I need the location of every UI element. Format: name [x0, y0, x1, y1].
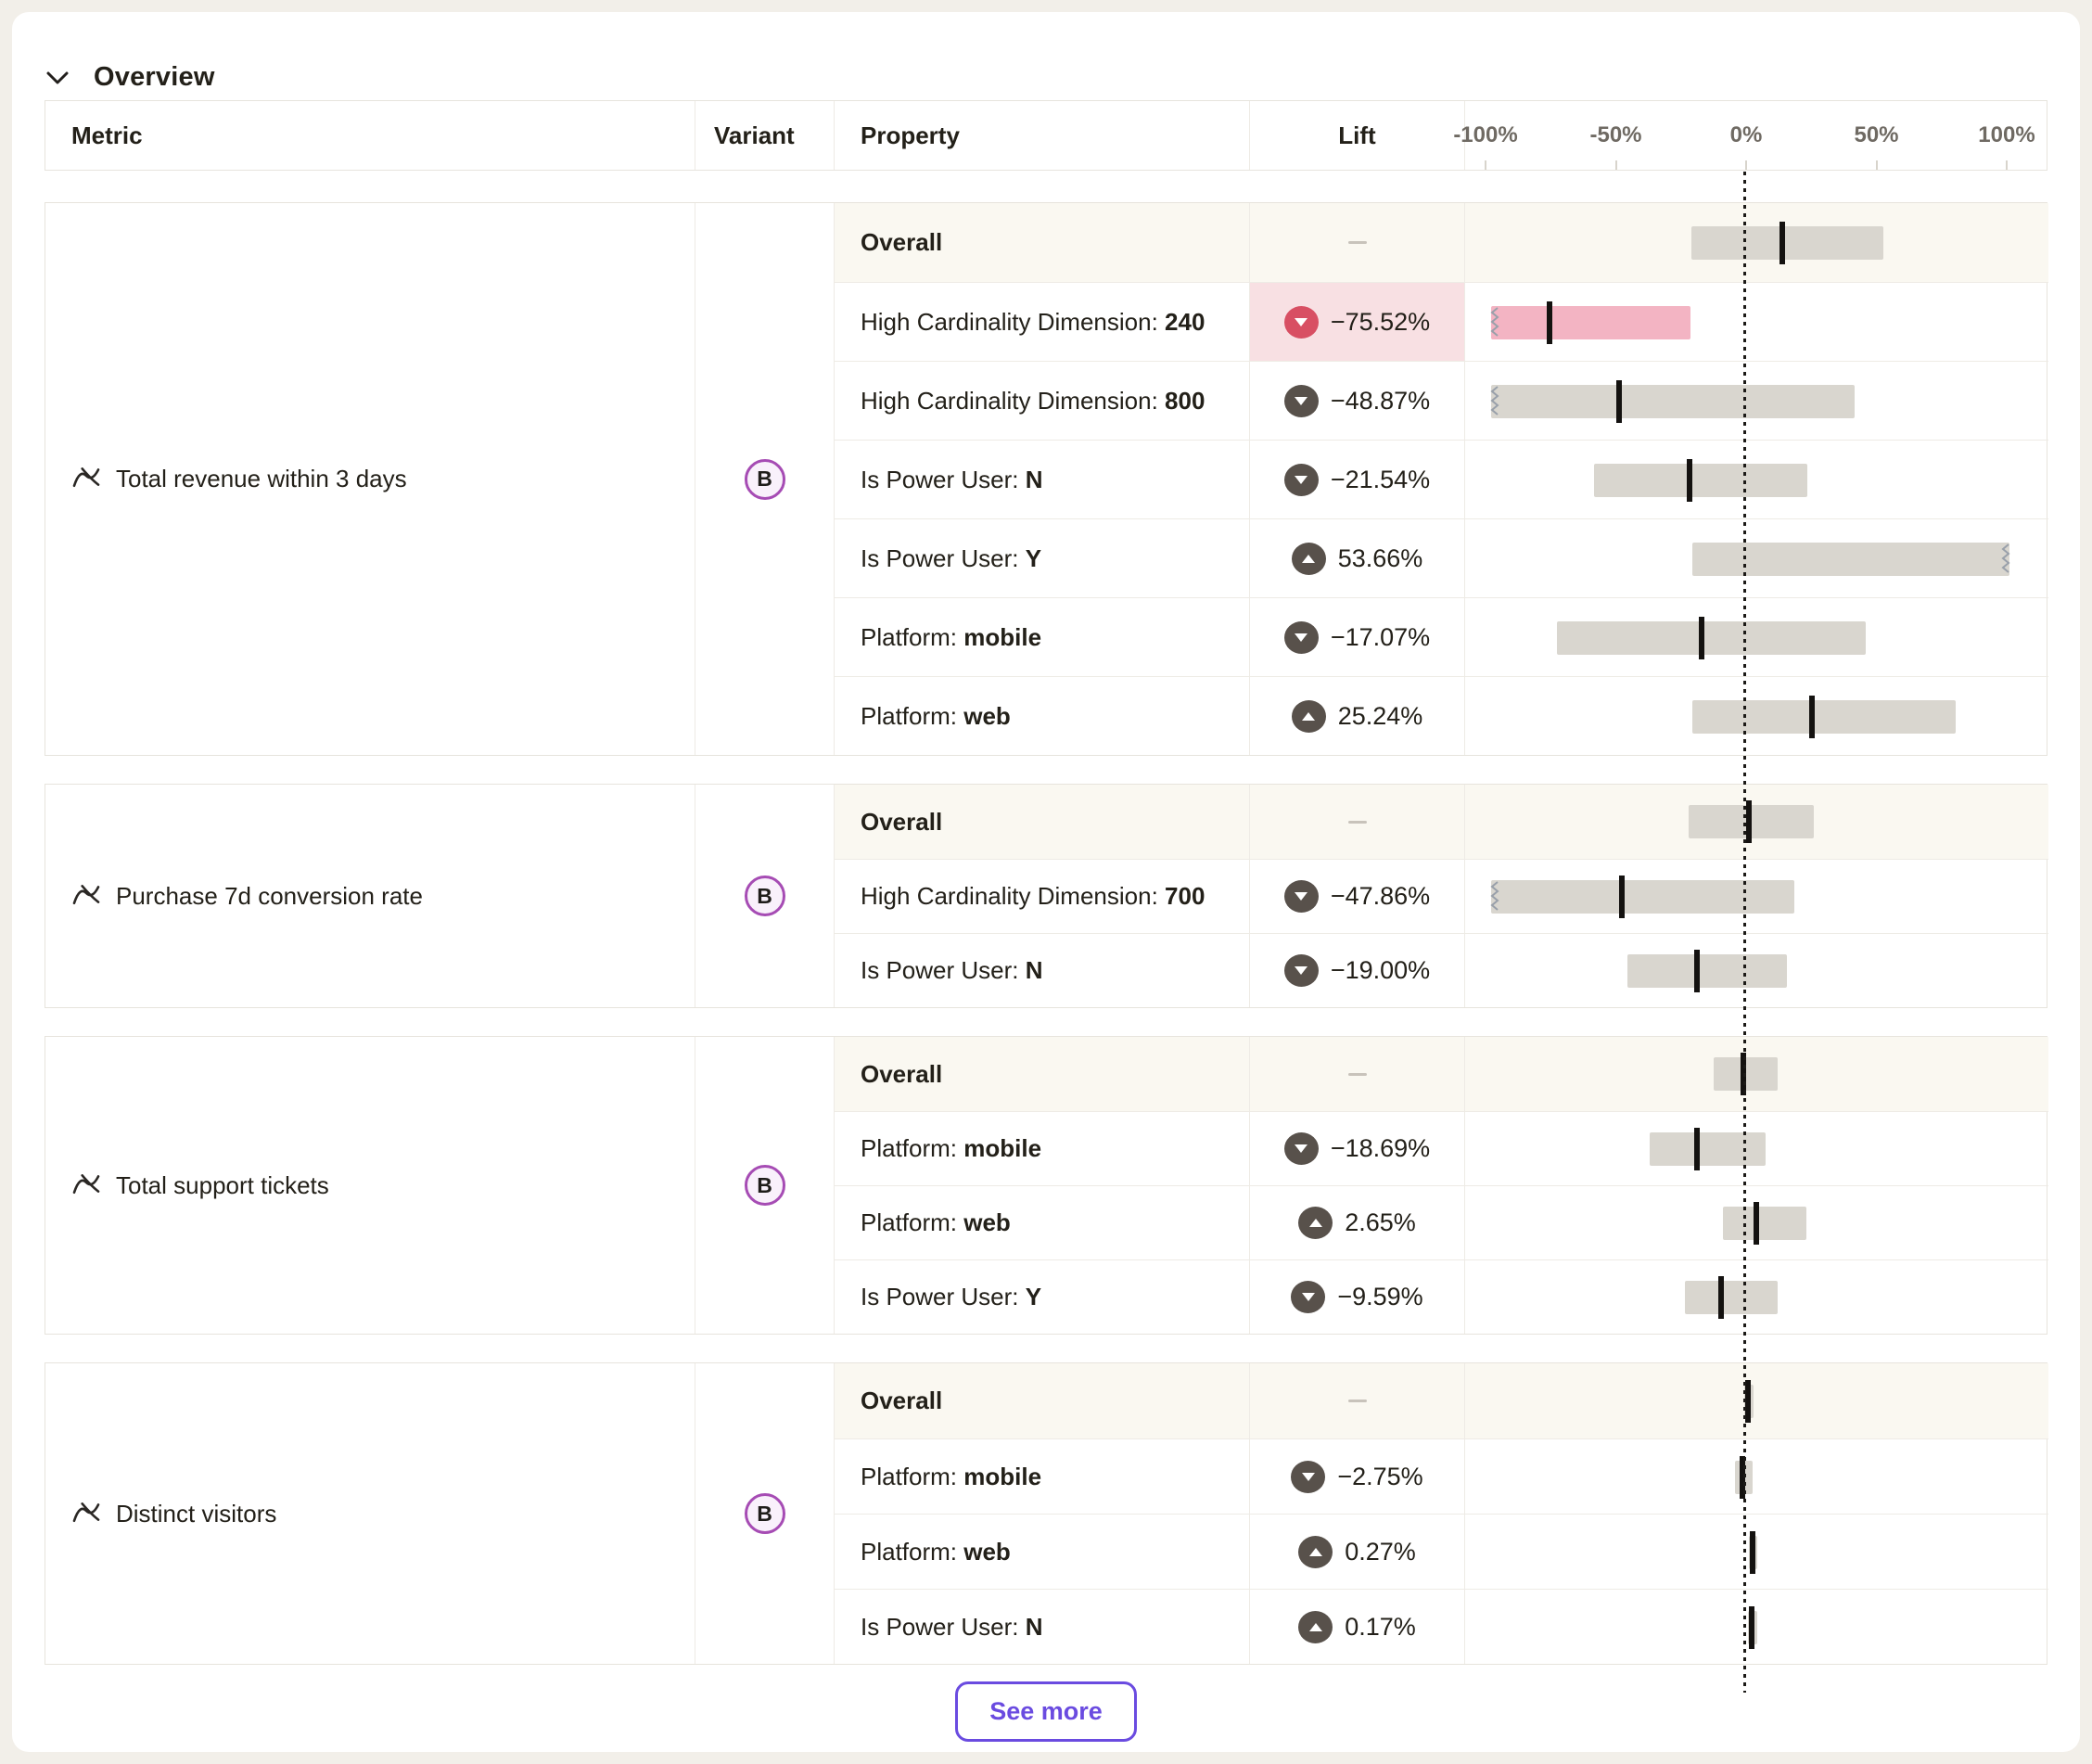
point-estimate-tick: [1687, 459, 1692, 502]
triangle-down-icon: [1295, 1144, 1308, 1153]
lift-direction-badge: [1291, 1281, 1325, 1313]
column-header-property: Property: [834, 101, 1249, 170]
property-label: Is Power User:: [861, 465, 1026, 493]
lift-cell: [1249, 1589, 1464, 1664]
property-value: web: [963, 1537, 1011, 1566]
property-cell: [834, 785, 1249, 859]
metric-group: [45, 1362, 2047, 1665]
property-label: Platform:: [861, 622, 964, 651]
point-estimate-tick: [1750, 1531, 1755, 1574]
property-label: Platform:: [861, 1537, 964, 1566]
point-estimate-tick: [1694, 950, 1700, 992]
lift-direction-badge: [1284, 306, 1319, 339]
property-cell: [834, 933, 1249, 1007]
clipped-edge-mark: [1489, 880, 1500, 918]
metric-cell: [45, 1363, 695, 1664]
chart-cell: [1464, 282, 2048, 361]
axis-tick: [1615, 160, 1617, 170]
point-estimate-tick: [1749, 1606, 1754, 1649]
property-value: mobile: [963, 1134, 1042, 1162]
property-value: N: [1025, 465, 1043, 493]
confidence-interval-bar: [1692, 543, 2009, 576]
triangle-up-icon: [1309, 1548, 1322, 1556]
chart-cell: [1464, 361, 2048, 440]
no-lift-dash: [1348, 1400, 1367, 1402]
lift-value: −75.52%: [1330, 307, 1431, 336]
triangle-down-icon: [1295, 318, 1308, 326]
property-value: Overall: [861, 1387, 943, 1414]
variant-cell: [695, 1363, 834, 1664]
confidence-interval-bar: [1627, 954, 1786, 988]
metric-line-chart-icon: [71, 1500, 101, 1528]
property-value: N: [1025, 1612, 1043, 1641]
metric-name: Distinct visitors: [116, 1499, 277, 1528]
axis-label: -100%: [1453, 122, 1518, 147]
lift-cell: [1249, 518, 1464, 597]
lift-value: 0.27%: [1345, 1537, 1416, 1566]
confidence-interval-bar: [1557, 621, 1866, 655]
lift-cell: [1249, 1037, 1464, 1111]
property-value: web: [963, 1208, 1011, 1236]
metric-group: [45, 784, 2047, 1008]
lift-value: −48.87%: [1330, 386, 1431, 415]
variant-cell: [695, 1037, 834, 1334]
triangle-up-icon: [1302, 555, 1315, 563]
triangle-down-icon: [1302, 1293, 1315, 1301]
see-more-container: [12, 1681, 2080, 1742]
lift-cell: [1249, 1514, 1464, 1589]
confidence-interval-bar: [1723, 1207, 1806, 1240]
property-value: Overall: [861, 228, 943, 256]
metric-line-chart-icon: [71, 882, 101, 911]
triangle-down-icon: [1295, 633, 1308, 642]
property-cell: [834, 440, 1249, 518]
property-cell: [834, 859, 1249, 933]
clipped-edge-mark: [2000, 543, 2011, 581]
property-value: N: [1025, 956, 1043, 984]
property-value: 700: [1165, 882, 1205, 910]
property-cell: [834, 282, 1249, 361]
lift-axis-header: [1453, 101, 2048, 170]
lift-value: −9.59%: [1337, 1283, 1423, 1310]
confidence-interval-bar: [1491, 880, 1794, 914]
lift-direction-badge: [1292, 543, 1326, 575]
property-cell: [834, 1514, 1249, 1589]
chart-cell: [1464, 1037, 2048, 1111]
metric-cell: [45, 1037, 695, 1334]
lift-direction-badge: [1292, 700, 1326, 733]
property-cell: [834, 1363, 1249, 1438]
lift-value: −17.07%: [1330, 622, 1431, 651]
property-label: High Cardinality Dimension:: [861, 386, 1166, 415]
axis-label: -50%: [1589, 122, 1642, 147]
property-label: Platform:: [861, 1134, 964, 1162]
variant-cell: [695, 785, 834, 1007]
no-lift-dash: [1348, 241, 1367, 244]
lift-direction-badge: [1298, 1207, 1333, 1239]
lift-value: −47.86%: [1330, 882, 1431, 910]
see-more-button[interactable]: See more: [955, 1681, 1137, 1742]
chart-cell: [1464, 1514, 2048, 1589]
confidence-interval-bar: [1491, 306, 1690, 339]
property-cell: [834, 361, 1249, 440]
lift-value: 53.66%: [1337, 543, 1423, 572]
property-value: web: [963, 701, 1011, 730]
property-label: Is Power User:: [861, 956, 1026, 984]
lift-value: −18.69%: [1330, 1134, 1431, 1162]
variant-cell: [695, 203, 834, 755]
table-header-row: [45, 100, 2047, 171]
lift-direction-badge: [1284, 1132, 1319, 1165]
metric-name: Total support tickets: [116, 1170, 329, 1199]
property-value: mobile: [963, 1462, 1042, 1490]
property-label: Is Power User:: [861, 543, 1026, 572]
lift-cell: [1249, 933, 1464, 1007]
property-label: Platform:: [861, 1208, 964, 1236]
metric-group: [45, 1036, 2047, 1335]
column-header-variant: Variant: [695, 101, 834, 170]
chart-cell: [1464, 1589, 2048, 1664]
point-estimate-tick: [1779, 222, 1785, 264]
chart-cell: [1464, 1259, 2048, 1334]
metric-cell: [45, 203, 695, 755]
point-estimate-tick: [1699, 617, 1704, 659]
lift-direction-badge: [1284, 385, 1319, 417]
triangle-up-icon: [1309, 1623, 1322, 1631]
confidence-interval-bar: [1594, 464, 1807, 497]
variant-badge: B: [745, 1165, 785, 1206]
property-cell: [834, 1259, 1249, 1334]
overview-header: [45, 62, 215, 93]
axis-tick: [2006, 160, 2008, 170]
lift-direction-badge: [1291, 1461, 1325, 1493]
chart-cell: [1464, 859, 2048, 933]
confidence-interval-bar: [1650, 1132, 1766, 1166]
chart-cell: [1464, 203, 2048, 282]
lift-cell: [1249, 1363, 1464, 1438]
axis-tick: [1745, 160, 1747, 170]
axis-tick: [1485, 160, 1486, 170]
triangle-down-icon: [1295, 892, 1308, 901]
point-estimate-tick: [1694, 1128, 1700, 1170]
lift-value: −2.75%: [1337, 1462, 1423, 1490]
metric-groups: [45, 202, 2047, 1693]
lift-cell: [1249, 1111, 1464, 1185]
point-estimate-tick: [1754, 1202, 1759, 1245]
lift-value: 25.24%: [1337, 701, 1423, 730]
chart-cell: [1464, 1185, 2048, 1259]
lift-direction-badge: [1284, 880, 1319, 913]
lift-direction-badge: [1284, 954, 1319, 987]
triangle-up-icon: [1309, 1219, 1322, 1227]
lift-direction-badge: [1298, 1536, 1333, 1568]
column-header-lift: Lift: [1249, 101, 1464, 170]
chart-cell: [1464, 676, 2048, 755]
no-lift-dash: [1348, 1073, 1367, 1076]
metric-cell: [45, 785, 695, 1007]
property-cell: [834, 597, 1249, 676]
confidence-interval-bar: [1691, 226, 1883, 260]
variant-badge: B: [745, 459, 785, 500]
no-lift-dash: [1348, 821, 1367, 824]
property-cell: [834, 1438, 1249, 1514]
property-cell: [834, 1111, 1249, 1185]
lift-direction-badge: [1298, 1611, 1333, 1643]
lift-value: −21.54%: [1330, 465, 1431, 493]
chart-cell: [1464, 1438, 2048, 1514]
property-label: Platform:: [861, 701, 964, 730]
confidence-interval-bar: [1491, 385, 1855, 418]
lift-cell: [1249, 785, 1464, 859]
axis-label: 100%: [1978, 122, 2035, 147]
variant-badge: B: [745, 1493, 785, 1534]
chart-cell: [1464, 1111, 2048, 1185]
lift-direction-badge: [1284, 621, 1319, 654]
triangle-up-icon: [1302, 712, 1315, 721]
metric-line-chart-icon: [71, 1171, 101, 1200]
point-estimate-tick: [1809, 696, 1815, 738]
chart-cell: [1464, 440, 2048, 518]
property-cell: [834, 1037, 1249, 1111]
axis-tick: [1876, 160, 1878, 170]
collapse-chevron-icon[interactable]: [45, 70, 70, 85]
lift-cell: [1249, 282, 1464, 361]
property-value: Overall: [861, 1059, 943, 1088]
property-value: 240: [1165, 307, 1205, 336]
property-label: High Cardinality Dimension:: [861, 307, 1166, 336]
clipped-edge-mark: [1489, 385, 1500, 423]
zero-percent-gridline: [1743, 172, 1746, 1693]
lift-cell: [1249, 440, 1464, 518]
property-label: High Cardinality Dimension:: [861, 882, 1166, 910]
triangle-down-icon: [1295, 476, 1308, 484]
chart-cell: [1464, 785, 2048, 859]
point-estimate-tick: [1547, 301, 1552, 344]
column-header-metric: Metric: [71, 121, 143, 149]
property-cell: [834, 1185, 1249, 1259]
chart-cell: [1464, 933, 2048, 1007]
triangle-down-icon: [1302, 1473, 1315, 1481]
point-estimate-tick: [1746, 800, 1752, 843]
property-label: Platform:: [861, 1462, 964, 1490]
lift-cell: [1249, 203, 1464, 282]
property-cell: [834, 1589, 1249, 1664]
clipped-edge-mark: [1489, 306, 1500, 344]
lift-cell: [1249, 859, 1464, 933]
lift-value: 2.65%: [1345, 1208, 1416, 1236]
metric-group: [45, 202, 2047, 756]
point-estimate-tick: [1616, 380, 1622, 423]
metric-name: Purchase 7d conversion rate: [116, 881, 423, 910]
point-estimate-tick: [1619, 876, 1625, 918]
property-value: Overall: [861, 807, 943, 836]
lift-cell: [1249, 676, 1464, 755]
triangle-down-icon: [1295, 397, 1308, 405]
metric-line-chart-icon: [71, 465, 101, 493]
property-cell: [834, 676, 1249, 755]
chart-cell: [1464, 1363, 2048, 1438]
lift-cell: [1249, 1185, 1464, 1259]
property-cell: [834, 203, 1249, 282]
chart-cell: [1464, 597, 2048, 676]
axis-label: 0%: [1729, 122, 1763, 147]
property-label: Is Power User:: [861, 1283, 1026, 1310]
lift-cell: [1249, 1438, 1464, 1514]
property-label: Is Power User:: [861, 1612, 1026, 1641]
property-value: Y: [1025, 543, 1042, 572]
property-cell: [834, 518, 1249, 597]
lift-value: 0.17%: [1345, 1612, 1416, 1641]
chart-cell: [1464, 518, 2048, 597]
lift-direction-badge: [1284, 464, 1319, 496]
axis-label: 50%: [1854, 122, 1899, 147]
variant-badge: B: [745, 876, 785, 916]
overview-card: [12, 12, 2080, 1752]
triangle-down-icon: [1295, 966, 1308, 975]
page-title: Overview: [94, 62, 215, 92]
lift-cell: [1249, 1259, 1464, 1334]
lift-cell: [1249, 597, 1464, 676]
confidence-interval-bar: [1692, 700, 1956, 734]
property-value: mobile: [963, 622, 1042, 651]
property-value: 800: [1165, 386, 1205, 415]
lift-value: −19.00%: [1330, 956, 1431, 984]
confidence-interval-bar: [1685, 1281, 1778, 1314]
lift-cell: [1249, 361, 1464, 440]
property-value: Y: [1025, 1283, 1042, 1310]
metric-name: Total revenue within 3 days: [116, 465, 407, 492]
point-estimate-tick: [1718, 1276, 1724, 1319]
